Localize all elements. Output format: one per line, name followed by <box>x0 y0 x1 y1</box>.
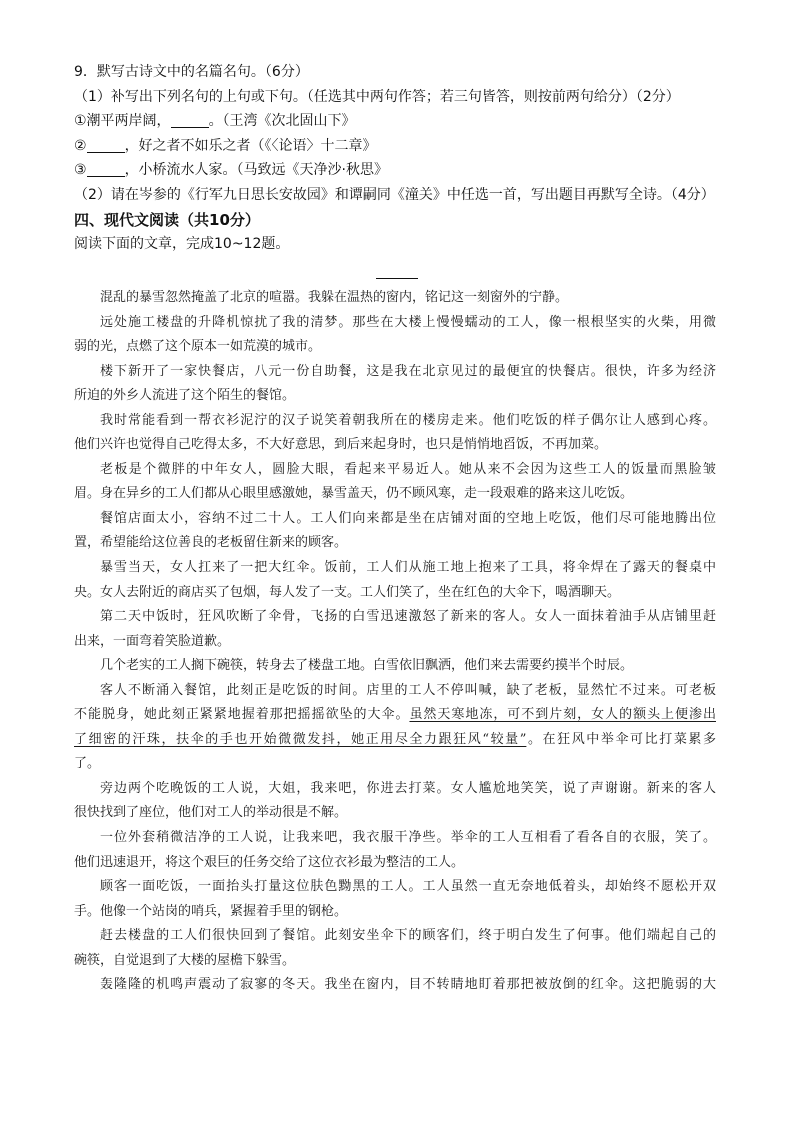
article-line-text: 不能脱身，她此刻正紧紧地握着那把摇摇欲坠的大伞。 <box>74 707 410 723</box>
article-line: 手。他像一个站岗的哨兵，紧握着手里的钢枪。 <box>74 903 348 919</box>
question-block <box>74 60 734 257</box>
answer-blank-1[interactable] <box>171 113 209 128</box>
underlined-sentence: 了细密的汗珠，扶伞的手也开始微微发抖，她正用尽全力跟狂风“较量” <box>74 731 527 747</box>
article-line: 了。 <box>74 756 101 772</box>
fill-item-1-prefix: ①潮平两岸阔， <box>74 113 171 130</box>
article-line: 央。女人去附近的商店买了包烟，每人发了一支。工人们笑了，坐在红色的大伞下，喝酒聊天。 <box>74 584 621 600</box>
article-line: 几个老实的工人搁下碗筷，转身去了楼盘工地。白雪依旧飘洒，他们来去需要约摸半个时辰。 <box>100 658 634 674</box>
article-line: 他们迅速退开，将这个艰巨的任务交给了这位衣衫最为整洁的工人。 <box>74 854 465 870</box>
article-line: 顾客一面吃饭，一面抬头打量这位肤色黝黑的工人。工人虽然一直无奈地低着头，却始终不愿松开双 <box>100 879 716 895</box>
article-line: 一位外套稍微洁净的工人说，让我来吧，我衣服干净些。举伞的工人互相看了看各自的衣服，笑了。 <box>100 830 716 846</box>
article-line: 他们兴许也觉得自己吃得太多，不大好意思，到后来起身时，也只是悄悄地舀饭，不再加菜。 <box>74 437 608 453</box>
fill-item-3-prefix: ③ <box>74 162 87 179</box>
article-line: 楼下新开了一家快餐店，八元一份自助餐，这是我在北京见过的最便宜的快餐店。很快，许多为经济 <box>100 363 716 379</box>
fill-item-3-suffix: ，小桥流水人家。（马致远《天净沙·秋思》 <box>124 162 389 179</box>
fill-item-1 <box>74 109 734 134</box>
article-line: 旁边两个吃晚饭的工人说，大姐，我来吧，你进去打菜。女人尴尬地笑笑，说了声谢谢。新来的客人 <box>100 780 716 796</box>
underlined-sentence: 虽然天寒地冻，可不到片刻，女人的额头上便渗出 <box>409 707 716 723</box>
article-line: 客人不断涌入餐馆，此刻正是吃饭的时间。店里的工人不停叫喊，缺了老板，显然忙不过来。可老板 <box>100 682 716 698</box>
article-line: 眉。身在异乡的工人们都从心眼里感激她，暴雪盖天，仍不顾风寒，走一段艰难的路来这儿吃饭。 <box>74 486 634 502</box>
article-body <box>74 286 716 998</box>
section-heading: 四、现代文阅读（共10分） <box>74 210 260 229</box>
fill-item-2 <box>74 134 734 159</box>
article-line <box>74 703 716 728</box>
answer-blank-3[interactable] <box>87 162 125 177</box>
fill-item-1-suffix: 。（王湾《次北固山下》 <box>208 113 356 130</box>
question-9-part-1: （1）补写出下列名句的上句或下句。（任选其中两句作答；若三句皆答，则按前两句给分）（2分） <box>74 88 680 105</box>
article-line: 赶去楼盘的工人们很快回到了餐馆。此刻安坐伞下的顾客们，终于明白发生了何事。他们端起自己的 <box>100 928 716 944</box>
article-line: 混乱的暴雪忽然掩盖了北京的喧嚣。我躲在温热的窗内，铭记这一刻窗外的宁静。 <box>100 290 569 305</box>
article-line: 第二天中饭时，狂风吹断了伞骨，飞扬的白雪迅速激怒了新来的客人。女人一面抹着油手从店铺里赶 <box>100 609 716 625</box>
question-9-part-2: （2）请在岑参的《行军九日思长安故园》和谭嗣同《潼关》中任选一首，写出题目再默写全诗。（4分） <box>74 186 715 203</box>
reading-instruction: 阅读下面的文章，完成10~12题。 <box>74 236 290 253</box>
article-line: 远处施工楼盘的升降机惊扰了我的清梦。那些在大楼上慢慢蠕动的工人，像一根根坚实的火柴，用微 <box>100 314 716 330</box>
article-title-blank <box>376 278 418 279</box>
article-line: 我时常能看到一帮衣衫泥泞的汉子说笑着朝我所在的楼房走来。他们吃饭的样子偶尔让人感到心疼。 <box>100 412 716 428</box>
article-line <box>74 728 716 753</box>
answer-blank-2[interactable] <box>87 138 125 153</box>
question-9-heading: 9．默写古诗文中的名篇名句。（6分） <box>74 64 309 80</box>
article-line: 置，希望能给这位善良的老板留住新来的顾客。 <box>74 535 348 551</box>
article-line: 很快找到了座位，他们对工人的举动很是不解。 <box>74 805 348 821</box>
fill-item-2-suffix: ，好之者不如乐之者（《〈论语〉十二章》 <box>124 137 377 154</box>
article-line: 暴雪当天，女人扛来了一把大红伞。饭前，工人们从施工地上抱来了工具，将伞焊在了露天的餐桌中 <box>100 560 716 576</box>
article-line-text: 。在狂风中举伞可比打菜累多 <box>526 731 716 747</box>
fill-item-2-prefix: ② <box>74 137 87 154</box>
article-line: 碗筷，自觉退到了大楼的屋檐下躲雪。 <box>74 952 296 968</box>
article-line: 餐馆店面太小，容纳不过二十人。工人们向来都是坐在店铺对面的空地上吃饭，他们尽可能地腾出位 <box>100 510 716 526</box>
article-line: 弱的光，点燃了这个原本一如荒漠的城市。 <box>74 339 322 355</box>
article-line: 老板是个微胖的中年女人，圆脸大眼，看起来平易近人。她从来不会因为这些工人的饭量而黑脸皱 <box>100 461 716 477</box>
article-line: 所迫的外乡人流进了这个陌生的餐馆。 <box>74 388 296 404</box>
fill-item-3 <box>74 158 734 183</box>
article-line: 出来，一面弯着笑脸道歉。 <box>74 633 231 649</box>
article-line: 轰隆隆的机鸣声震动了寂寥的冬天。我坐在窗内，目不转睛地盯着那把被放倒的红伞。这把脆弱的大 <box>100 977 716 993</box>
